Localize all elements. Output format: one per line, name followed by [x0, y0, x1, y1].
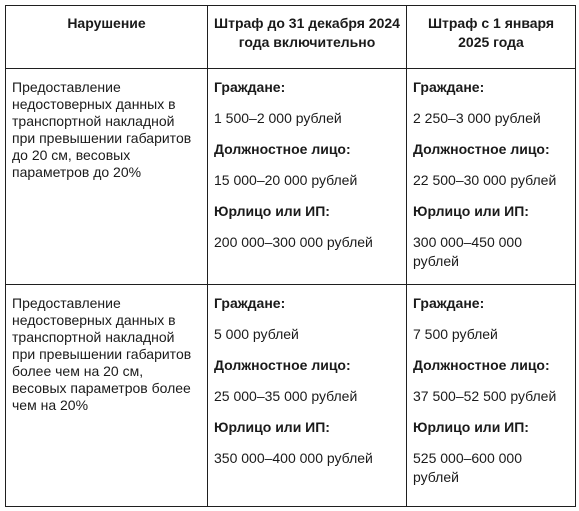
penalty-officials — [413, 356, 571, 406]
citizens-label: Граждане: — [214, 79, 286, 95]
citizens-label: Граждане: — [214, 295, 286, 311]
penalty-cell-before-2025 — [208, 69, 407, 285]
penalty-citizens — [413, 78, 571, 128]
legal-amount: 350 000–400 000 рублей — [214, 450, 373, 466]
officials-amount: 25 000–35 000 рублей — [214, 388, 358, 404]
fines-table — [5, 5, 576, 507]
penalty-citizens — [413, 294, 571, 344]
penalty-officials — [214, 140, 402, 190]
penalty-cell-from-2025 — [407, 285, 576, 507]
legal-amount: 200 000–300 000 рублей — [214, 234, 373, 250]
penalty-officials — [214, 356, 402, 406]
legal-label: Юрлицо или ИП: — [214, 419, 330, 435]
table-row — [6, 285, 576, 507]
penalty-legal — [413, 202, 571, 271]
officials-amount: 22 500–30 000 рублей — [413, 172, 557, 188]
citizens-label: Граждане: — [413, 79, 485, 95]
citizens-label: Граждане: — [413, 295, 485, 311]
header-violation: Нарушение — [6, 6, 208, 69]
penalty-citizens — [214, 78, 402, 128]
legal-label: Юрлицо или ИП: — [214, 203, 330, 219]
violation-description: Предоставление недостоверных данных в транспортной накладной при превышении габаритов до 20 см, весовых параметров до 20% — [6, 69, 208, 285]
legal-amount: 525 000–600 000 рублей — [413, 450, 522, 485]
penalty-cell-before-2025 — [208, 285, 407, 507]
legal-label: Юрлицо или ИП: — [413, 203, 529, 219]
penalty-legal — [214, 202, 402, 252]
penalty-citizens — [214, 294, 402, 344]
citizens-amount: 1 500–2 000 рублей — [214, 110, 342, 126]
officials-amount: 37 500–52 500 рублей — [413, 388, 557, 404]
citizens-amount: 2 250–3 000 рублей — [413, 110, 541, 126]
penalty-legal — [413, 418, 571, 487]
legal-label: Юрлицо или ИП: — [413, 419, 529, 435]
officials-label: Должностное лицо: — [413, 357, 550, 373]
table-row — [6, 69, 576, 285]
header-fine-from-2025: Штраф с 1 января 2025 года — [407, 6, 576, 69]
officials-label: Должностное лицо: — [214, 141, 351, 157]
penalty-cell-from-2025 — [407, 69, 576, 285]
officials-amount: 15 000–20 000 рублей — [214, 172, 358, 188]
officials-label: Должностное лицо: — [214, 357, 351, 373]
header-fine-before-2025: Штраф до 31 декабря 2024 года включительно — [208, 6, 407, 69]
penalty-officials — [413, 140, 571, 190]
citizens-amount: 7 500 рублей — [413, 326, 498, 342]
violation-description: Предоставление недостоверных данных в транспортной накладной при превышении габаритов более чем на 20 см, весовых параметров более чем на 20% — [6, 285, 208, 507]
penalty-legal — [214, 418, 402, 468]
citizens-amount: 5 000 рублей — [214, 326, 299, 342]
table-header-row — [6, 6, 576, 69]
legal-amount: 300 000–450 000 рублей — [413, 234, 522, 269]
officials-label: Должностное лицо: — [413, 141, 550, 157]
